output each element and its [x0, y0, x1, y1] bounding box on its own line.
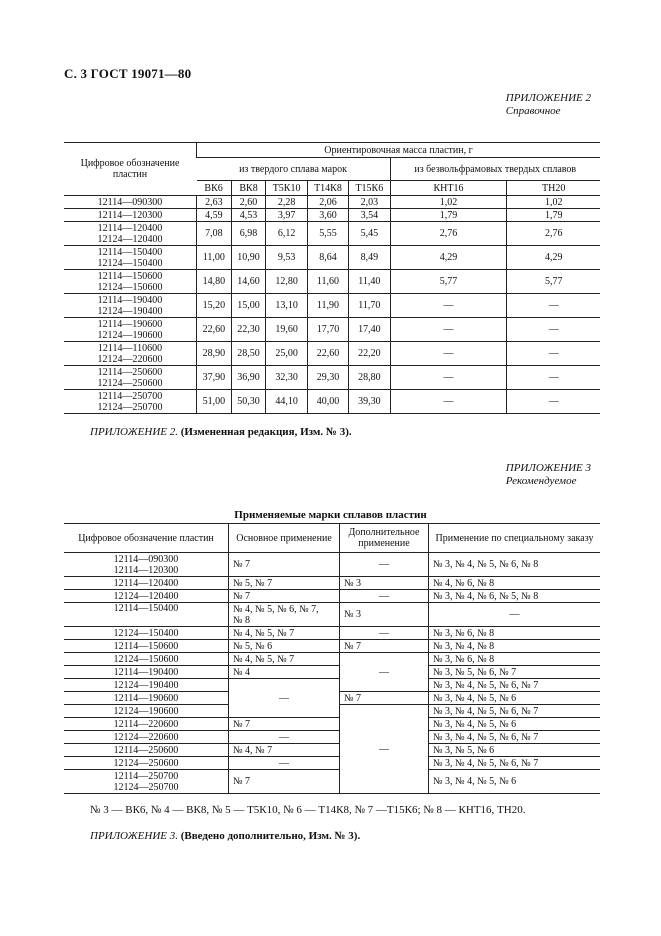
grade-header: Т14К8 [307, 181, 348, 196]
table-row [64, 342, 600, 366]
table-row [64, 603, 600, 627]
mass-cell: 50,30 [231, 390, 266, 414]
special-cell: № 3, № 4, № 5, № 6 [429, 718, 601, 731]
mass-cell: 51,00 [197, 390, 232, 414]
mass-cell: 4,53 [231, 209, 266, 222]
special-cell: № 3, № 4, № 5, № 6 [429, 692, 601, 705]
special-cell: № 3, № 5, № 6 [429, 744, 601, 757]
special-cell: № 4, № 6, № 8 [429, 577, 601, 590]
appendix-2-subtitle: Справочное [505, 105, 561, 117]
mass-cell: 25,00 [266, 342, 307, 366]
note-text: (Измененная редакция, Изм. № 3). [180, 426, 352, 438]
mass-cell: 4,29 [390, 246, 507, 270]
mass-cell: 11,90 [307, 294, 348, 318]
additional-cell: — [340, 653, 429, 692]
appendix-3-title: ПРИЛОЖЕНИЕ 3 [505, 462, 591, 474]
table-row [64, 366, 600, 390]
mass-cell: — [390, 318, 507, 342]
mass-cell: 3,97 [266, 209, 307, 222]
special-cell: № 3, № 6, № 8 [429, 627, 601, 640]
mass-cell: — [390, 366, 507, 390]
mass-cell: — [390, 294, 507, 318]
table-row [64, 770, 600, 794]
additional-cell: — [340, 553, 429, 577]
grade-header: ВК6 [197, 181, 232, 196]
main-cell: № 7 [229, 553, 340, 577]
mass-cell: 5,77 [390, 270, 507, 294]
mass-cell: 6,12 [266, 222, 307, 246]
mass-cell: 4,59 [197, 209, 232, 222]
mass-cell: 10,90 [231, 246, 266, 270]
page-header: С. 3 ГОСТ 19071—80 [64, 66, 192, 81]
special-cell: № 3, № 6, № 8 [429, 653, 601, 666]
mass-cell: — [507, 318, 600, 342]
mass-cell: 29,30 [307, 366, 348, 390]
note-label: ПРИЛОЖЕНИЕ 2. [90, 426, 178, 438]
mass-cell: 1,02 [507, 196, 600, 209]
mass-cell: 5,55 [307, 222, 348, 246]
mass-cell: 3,54 [349, 209, 390, 222]
special-cell: — [429, 603, 601, 627]
mass-cell: 11,70 [349, 294, 390, 318]
main-cell: № 5, № 6 [229, 640, 340, 653]
code-cell: 12114—250600 [64, 744, 229, 757]
special-cell: № 3, № 4, № 5, № 6, № 7 [429, 731, 601, 744]
appendix-2-heading [506, 92, 591, 118]
table-row [64, 718, 600, 731]
mass-cell: 2,06 [307, 196, 348, 209]
main-cell: № 7 [229, 770, 340, 794]
code-cell: 12114—090300 12114—120300 [64, 553, 229, 577]
mass-cell: 11,60 [307, 270, 348, 294]
code-cell: 12114—150600 [64, 640, 229, 653]
code-cell: 12114—250600 12124—250600 [64, 366, 197, 390]
note-text: (Введено дополнительно, Изм. № 3). [180, 830, 361, 842]
main-cell: № 5, № 7 [229, 577, 340, 590]
additional-cell: № 3 [340, 577, 429, 590]
mass-cell: 14,80 [197, 270, 232, 294]
mass-cell: 2,63 [197, 196, 232, 209]
code-cell: 12114—090300 [64, 196, 197, 209]
mass-cell: — [507, 294, 600, 318]
code-cell: 12114—120300 [64, 209, 197, 222]
table-row [64, 666, 600, 679]
table-row [64, 196, 600, 209]
mass-cell: 22,60 [197, 318, 232, 342]
additional-cell: № 7 [340, 692, 429, 705]
special-cell: № 3, № 4, № 5, № 6, № 7 [429, 757, 601, 770]
table-row [64, 757, 600, 770]
plate-mass-table [64, 142, 600, 414]
code-cell: 12114—150600 12124—150600 [64, 270, 197, 294]
code-cell: 12114—110600 12124—220600 [64, 342, 197, 366]
group-free-header: из безвольфрамовых твердых сплавов [390, 158, 600, 181]
mass-cell: 37,90 [197, 366, 232, 390]
special-cell: № 3, № 4, № 5, № 6 [429, 770, 601, 794]
group-hard-header: из твердого сплава марок [197, 158, 391, 181]
code-cell: 12124—190400 [64, 679, 229, 692]
table-row [64, 318, 600, 342]
table-row [64, 731, 600, 744]
main-cell: № 4 [229, 666, 340, 679]
mass-cell: 9,53 [266, 246, 307, 270]
main-cell: — [229, 679, 340, 718]
mass-cell: 36,90 [231, 366, 266, 390]
mass-cell: 2,60 [231, 196, 266, 209]
mass-cell: 12,80 [266, 270, 307, 294]
table-row [64, 246, 600, 270]
mass-cell: 2,76 [390, 222, 507, 246]
mass-cell: — [507, 366, 600, 390]
main-cell: — [229, 731, 340, 744]
mass-cell: 2,03 [349, 196, 390, 209]
table-row [64, 270, 600, 294]
table-row [64, 744, 600, 757]
mass-cell: 28,90 [197, 342, 232, 366]
table-row [64, 590, 600, 603]
mass-cell: — [390, 390, 507, 414]
table-row [64, 679, 600, 692]
main-cell: № 4, № 5, № 6, № 7, № 8 [229, 603, 340, 627]
code-cell: 12114—220600 [64, 718, 229, 731]
code-cell: 12124—120400 [64, 590, 229, 603]
appendix-3-subtitle: Рекомендуемое [505, 475, 577, 487]
mass-cell: 40,00 [307, 390, 348, 414]
code-cell: 12114—190600 12124—190600 [64, 318, 197, 342]
mass-cell: 7,08 [197, 222, 232, 246]
additional-cell: № 7 [340, 640, 429, 653]
code-cell: 12114—190600 [64, 692, 229, 705]
grade-header: КНТ16 [390, 181, 507, 196]
appendix-3-heading [506, 462, 591, 488]
mass-cell: 44,10 [266, 390, 307, 414]
col-additional-header: Дополнительное применение [340, 524, 429, 553]
mass-cell: 28,50 [231, 342, 266, 366]
mass-cell: 3,60 [307, 209, 348, 222]
mass-cell: 17,70 [307, 318, 348, 342]
mass-cell: 2,76 [507, 222, 600, 246]
main-cell: — [229, 757, 340, 770]
additional-cell: — [340, 627, 429, 640]
special-cell: № 3, № 4, № 5, № 6, № 7 [429, 705, 601, 718]
table-row [64, 577, 600, 590]
col-special-header: Применение по специальному заказу [429, 524, 601, 553]
appendix-2-title: ПРИЛОЖЕНИЕ 2 [505, 92, 591, 104]
mass-cell: — [507, 390, 600, 414]
additional-cell: № 3 [340, 603, 429, 627]
mass-cell: 11,00 [197, 246, 232, 270]
main-cell: № 7 [229, 718, 340, 731]
code-cell: 12114—120400 12124—120400 [64, 222, 197, 246]
code-cell: 12114—120400 [64, 577, 229, 590]
mass-cell: 2,28 [266, 196, 307, 209]
col-code-header: Цифровое обозначение пластин [64, 524, 229, 553]
additional-cell: — [340, 590, 429, 603]
alloy-grades-table [64, 523, 600, 794]
mass-cell: 5,45 [349, 222, 390, 246]
grade-header: Т5К10 [266, 181, 307, 196]
mass-cell: 22,60 [307, 342, 348, 366]
mass-cell: 11,40 [349, 270, 390, 294]
mass-cell: 1,79 [390, 209, 507, 222]
alloy-table-title: Применяемые марки сплавов пластин [234, 509, 427, 521]
mass-cell: — [507, 342, 600, 366]
main-cell: № 7 [229, 590, 340, 603]
mass-cell: 28,80 [349, 366, 390, 390]
code-cell: 12114—250700 12124—250700 [64, 770, 229, 794]
code-cell: 12114—190400 12124—190400 [64, 294, 197, 318]
table-row [64, 553, 600, 577]
code-cell: 12124—150600 [64, 653, 229, 666]
mass-cell: 17,40 [349, 318, 390, 342]
table-row [64, 294, 600, 318]
mass-cell: 6,98 [231, 222, 266, 246]
code-cell: 12114—250700 12124—250700 [64, 390, 197, 414]
mass-cell: 19,60 [266, 318, 307, 342]
table-row [64, 627, 600, 640]
mass-cell: 32,30 [266, 366, 307, 390]
col-code-header: Цифровое обозначение пластин [64, 143, 197, 196]
special-cell: № 3, № 4, № 5, № 6, № 8 [429, 553, 601, 577]
code-cell: 12114—190400 [64, 666, 229, 679]
mass-cell: 8,64 [307, 246, 348, 270]
special-cell: № 3, № 5, № 6, № 7 [429, 666, 601, 679]
mass-cell: 15,00 [231, 294, 266, 318]
mass-cell: 8,49 [349, 246, 390, 270]
mass-cell: 22,30 [231, 318, 266, 342]
grade-header: Т15К6 [349, 181, 390, 196]
mass-cell: 22,20 [349, 342, 390, 366]
code-cell: 12124—150400 [64, 627, 229, 640]
mass-cell: 15,20 [197, 294, 232, 318]
mass-cell: — [390, 342, 507, 366]
note-label: ПРИЛОЖЕНИЕ 3. [90, 830, 178, 842]
main-cell: № 4, № 5, № 7 [229, 627, 340, 640]
col-mass-header: Ориентировочная масса пластин, г [197, 143, 601, 158]
grade-header: ВК8 [231, 181, 266, 196]
mass-cell: 13,10 [266, 294, 307, 318]
table-row [64, 390, 600, 414]
code-cell: 12124—220600 [64, 731, 229, 744]
code-cell: 12124—190600 [64, 705, 229, 718]
special-cell: № 3, № 4, № 6, № 5, № 8 [429, 590, 601, 603]
col-main-header: Основное применение [229, 524, 340, 553]
mass-cell: 5,77 [507, 270, 600, 294]
appendix-2-note [90, 426, 352, 438]
table-row [64, 222, 600, 246]
code-cell: 12114—150400 12124—150400 [64, 246, 197, 270]
code-cell: 12124—250600 [64, 757, 229, 770]
grade-header: ТН20 [507, 181, 600, 196]
table-row [64, 653, 600, 666]
special-cell: № 3, № 4, № 8 [429, 640, 601, 653]
table-row [64, 209, 600, 222]
code-cell: 12114—150400 [64, 603, 229, 627]
mass-cell: 14,60 [231, 270, 266, 294]
mass-cell: 4,29 [507, 246, 600, 270]
appendix-3-note [90, 830, 360, 842]
additional-cell: — [340, 705, 429, 794]
special-cell: № 3, № 4, № 5, № 6, № 7 [429, 679, 601, 692]
main-cell: № 4, № 7 [229, 744, 340, 757]
mass-cell: 1,02 [390, 196, 507, 209]
main-cell: № 4, № 5, № 7 [229, 653, 340, 666]
table-row [64, 640, 600, 653]
mass-cell: 39,30 [349, 390, 390, 414]
mass-cell: 1,79 [507, 209, 600, 222]
alloy-legend: № 3 — ВК6, № 4 — ВК8, № 5 — Т5К10, № 6 — Т14К8, № 7 —Т15К6; № 8 — КНТ16, ТН20. [90, 804, 526, 816]
